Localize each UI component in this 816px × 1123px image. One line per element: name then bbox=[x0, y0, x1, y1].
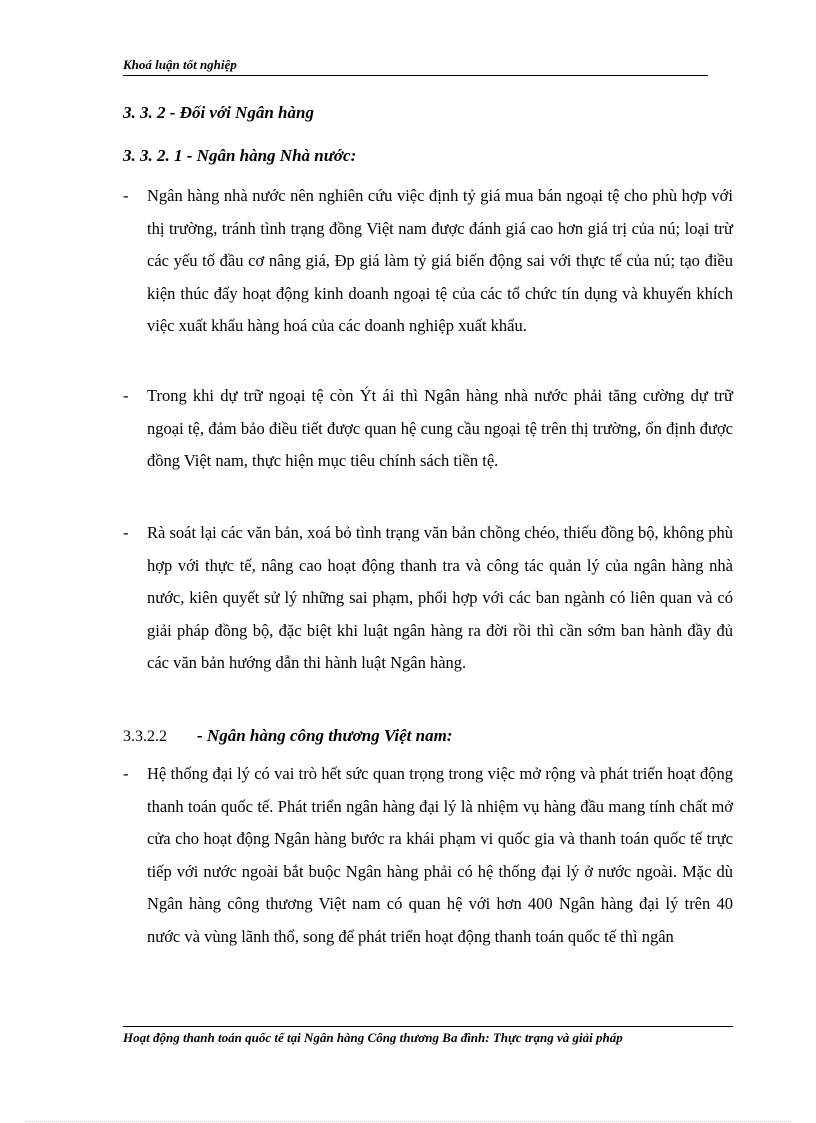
list-item bbox=[123, 517, 733, 680]
bullet-marker: - bbox=[123, 386, 129, 405]
subsection-heading-vietinbank bbox=[123, 726, 452, 746]
list-item-text: Rà soát lại các văn bản, xoá bỏ tình trạng văn bản chồng chéo, thiếu đồng bộ, không phù hợp với thực tế, nâng cao hoạt động thanh tra và công tác quản lý của ngân hàng nhà nước, kiên quyết sử lý những sai phạm, phối hợp với các ban ngành có liên quan và có giải pháp đồng bộ, đặc biệt khi luật ngân hàng ra đời rồi thì cần sớm ban hành đầy đủ các văn bản hướng dẫn thi hành luật Ngân hàng. bbox=[147, 523, 733, 672]
list-item bbox=[123, 380, 733, 478]
list-item bbox=[123, 180, 733, 343]
bullet-marker: - bbox=[123, 186, 129, 205]
bullet-marker: - bbox=[123, 764, 129, 783]
bullet-marker: - bbox=[123, 523, 129, 542]
list-item-text: Hệ thống đại lý có vai trò hết sức quan trọng trong việc mở rộng và phát triển hoạt động thanh toán quốc tế. Phát triển ngân hàng đại lý là nhiệm vụ hàng đầu mang tính chất mở cửa cho hoạt động Ngân hàng bước ra khái phạm vi quốc gia và thanh toán quốc tế trực tiếp với nước ngoài bắt buộc Ngân hàng phải có hệ thống đại lý ở nước ngoài. Mặc dù Ngân hàng công thương Việt nam có quan hệ với hơn 400 Ngân hàng đại lý trên 40 nước và vùng lãnh thổ, song để phát triển hoạt động thanh toán quốc tế thì ngân bbox=[147, 764, 733, 946]
page-footer: Hoạt động thanh toán quốc tế tại Ngân hàng Công thương Ba đình: Thực trạng và giải pháp bbox=[123, 1026, 733, 1046]
subsection-title: - Ngân hàng công thương Việt nam: bbox=[197, 726, 453, 745]
list-item-text: Ngân hàng nhà nước nên nghiên cứu việc định tỷ giá mua bán ngoại tệ cho phù hợp với thị trường, tránh tình trạng đồng Việt nam được đánh giá cao hơn giá trị của nú; loại trừ các yếu tố đầu cơ nâng giá, Đp giá làm tỷ giá biến động sai với thực tế của nú; tạo điều kiện thúc đẩy hoạt động kinh doanh ngoại tệ của các tổ chức tín dụng và khuyến khích việc xuất khẩu hàng hoá của các doanh nghiệp xuất khẩu. bbox=[147, 186, 733, 335]
page-header: Khoá luận tốt nghiệp bbox=[123, 57, 708, 76]
subsection-number: 3.3.2.2 bbox=[123, 728, 167, 745]
list-item bbox=[123, 758, 733, 953]
page-edge-divider bbox=[25, 1121, 791, 1122]
list-item-text: Trong khi dự trữ ngoại tệ còn Ýt ái thì Ngân hàng nhà nước phải tăng cường dự trữ ngoại tệ, đảm bảo điều tiết được quan hệ cung cầu ngoại tệ trên thị trường, ổn định được đồng Việt nam, thực hiện mục tiêu chính sách tiền tệ. bbox=[147, 386, 733, 470]
section-heading: 3. 3. 2 - Đối với Ngân hàng bbox=[123, 103, 314, 122]
subsection-heading-state-bank: 3. 3. 2. 1 - Ngân hàng Nhà nước: bbox=[123, 146, 357, 165]
